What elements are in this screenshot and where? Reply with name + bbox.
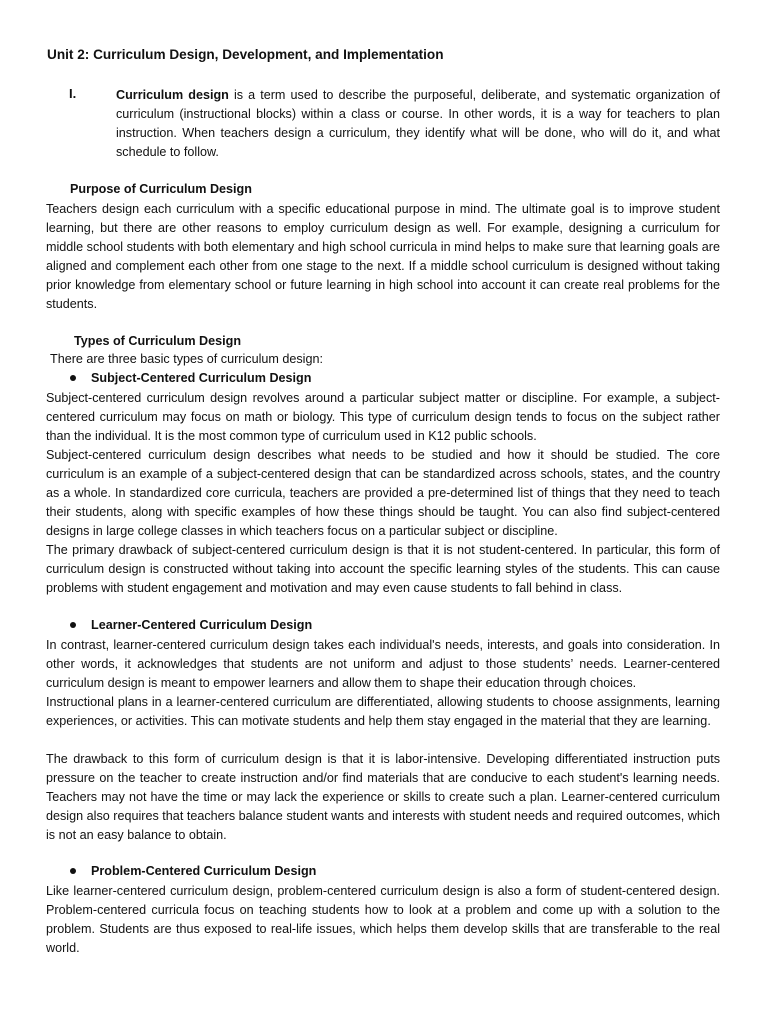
types-intro: There are three basic types of curriculum design:: [50, 352, 323, 366]
subject-centered-bullet: [70, 371, 311, 385]
bullet-icon: [70, 375, 76, 381]
learner-centered-p1: In contrast, learner-centered curriculum design takes each individual's needs, interests, and goals into consideration. In other words, it acknowledges that students are not uniform and adjust to those students’ needs. Learner-centered curriculum design is meant to empower learners and allow them to shape their education through choices.: [46, 638, 720, 690]
intro-text: is a term used to describe the purposeful, deliberate, and systematic organization of curriculum (instructional blocks) within a class or course. In other words, it is a way for teachers to plan instruction. When teachers design a curriculum, they identify what will be done, who will do it, and what schedule to follow.: [116, 88, 720, 159]
learner-centered-bullet: [70, 618, 312, 632]
subject-centered-p2: Subject-centered curriculum design describes what needs to be studied and how it should be studied. The core curriculum is an example of a subject-centered design that can be standardized across schools, states, and the country as a whole. In standardized core curricula, teachers are provided a pre-determined list of things that they need to teach their students, along with specific examples of how these things should be taught. You can also find subject-centered designs in large college classes in which teachers focus on a particular subject or discipline.: [46, 448, 720, 538]
subject-centered-p3: The primary drawback of subject-centered curriculum design is that it is not student-centered. In particular, this form of curriculum design is constructed without taking into account the specific learning styles of the students. This can cause problems with student engagement and motivation and may even cause students to fall behind in class.: [46, 543, 720, 595]
types-heading: Types of Curriculum Design: [74, 334, 242, 348]
intro-paragraph: [116, 86, 720, 162]
purpose-heading: Purpose of Curriculum Design: [70, 182, 252, 196]
page-title: Unit 2: Curriculum Design, Development, and Implementation: [47, 47, 444, 62]
purpose-paragraph: Teachers design each curriculum with a specific educational purpose in mind. The ultimate goal is to improve student learning, but there are other reasons to employ curriculum design as well. For example, designing a curriculum for middle school students with both elementary and high school curricula in mind helps to make sure that learning goals are aligned and complement each other from one stage to the next. If a middle school curriculum is designed without taking prior knowledge from elementary school or future learning in high school into account it can create real problems for the students.: [46, 202, 720, 311]
problem-centered-bullet: [70, 864, 316, 878]
problem-centered-p1: Like learner-centered curriculum design, problem-centered curriculum design is also a form of student-centered design. Problem-centered curricula focus on teaching students how to look at a problem and come up with a solution to the problem. Students are thus exposed to real-life issues, which helps them develop skills that are transferable to the real world.: [46, 884, 720, 955]
intro-term: Curriculum design: [116, 88, 229, 102]
subject-centered-p1: Subject-centered curriculum design revolves around a particular subject matter or discipline. For example, a subject-centered curriculum may focus on math or biology. This type of curriculum design tends to focus on the subject rather than the individual. It is the most common type of curriculum used in K12 public schools.: [46, 391, 720, 443]
learner-centered-heading: Learner-Centered Curriculum Design: [91, 618, 313, 632]
bullet-icon: [70, 622, 76, 628]
bullet-icon: [70, 868, 76, 874]
learner-centered-p2: Instructional plans in a learner-centered curriculum are differentiated, allowing students to choose assignments, learning experiences, or activities. This can motivate students and help them stay engaged in the material that they are learning.: [46, 695, 720, 728]
section-numeral: I.: [69, 86, 77, 101]
problem-centered-heading: Problem-Centered Curriculum Design: [91, 864, 317, 878]
subject-centered-heading: Subject-Centered Curriculum Design: [91, 371, 312, 385]
learner-centered-p3: The drawback to this form of curriculum design is that it is labor-intensive. Developing differentiated instruction puts pressure on the teacher to create instruction and/or find materials that are conducive to each student's learning needs. Teachers may not have the time or may lack the experience or skills to create such a plan. Learner-centered curriculum design also requires that teachers balance student wants and interests with student needs and required outcomes, which is not an easy balance to obtain.: [46, 752, 720, 842]
